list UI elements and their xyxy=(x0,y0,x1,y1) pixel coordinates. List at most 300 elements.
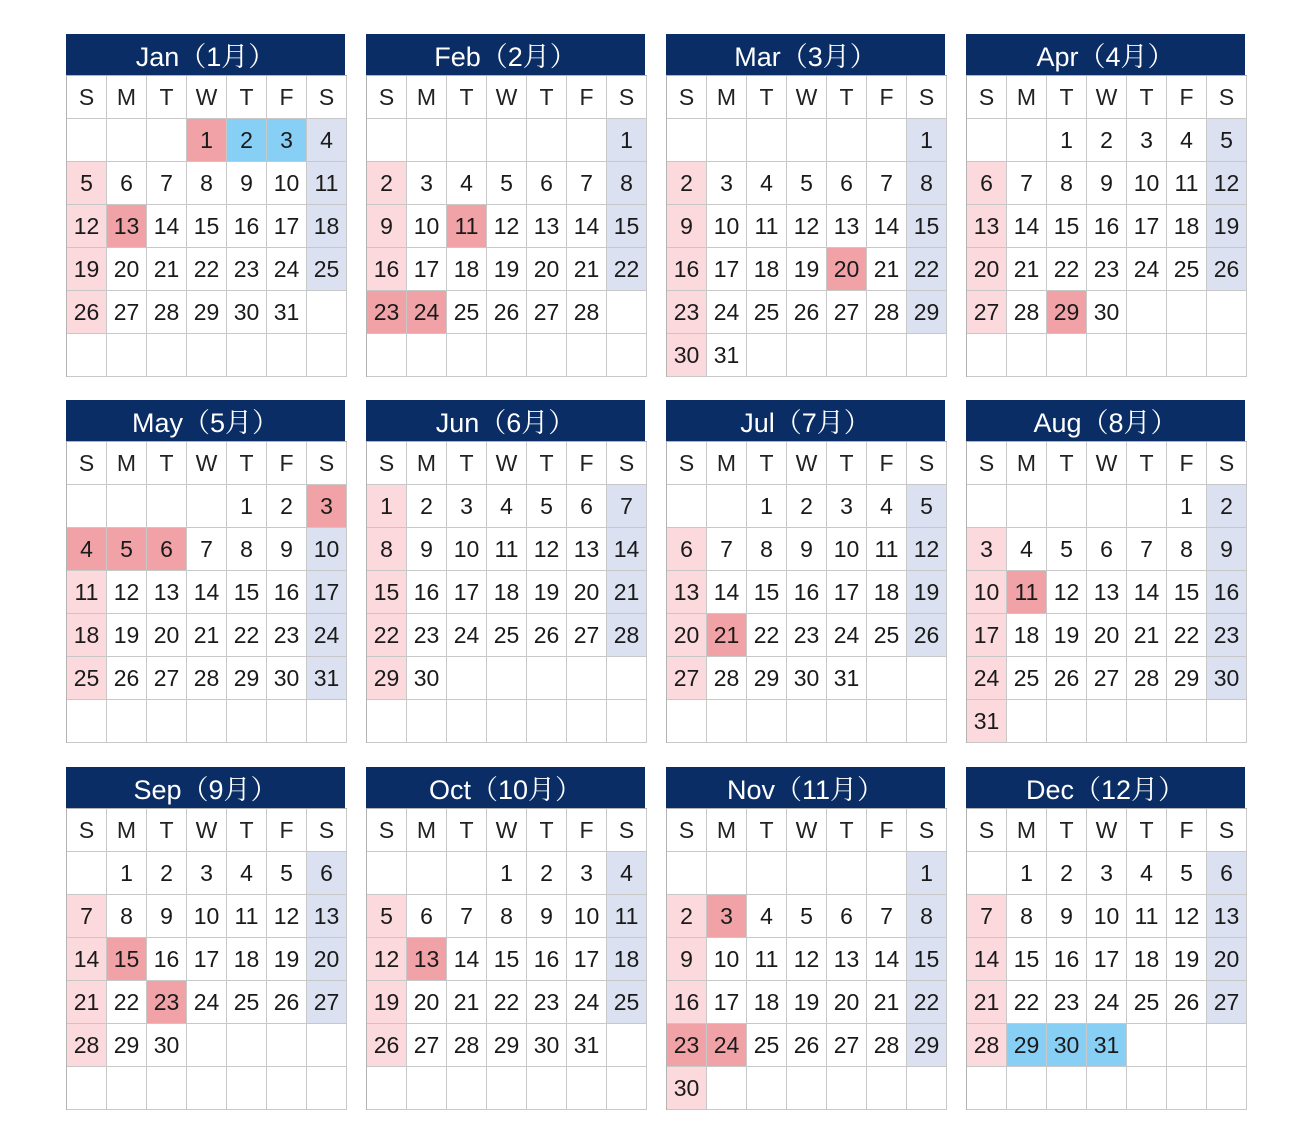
day-cell: 9 xyxy=(527,895,567,938)
day-cell: 25 xyxy=(1127,981,1167,1024)
day-cell: 3 xyxy=(1127,119,1167,162)
day-cell: 15 xyxy=(1007,938,1047,981)
day-cell: 29 xyxy=(1167,657,1207,700)
weekday-header: M xyxy=(107,809,147,852)
day-cell: 27 xyxy=(1207,981,1247,1024)
day-cell: 4 xyxy=(747,895,787,938)
empty-cell xyxy=(307,700,347,743)
day-cell: 8 xyxy=(227,528,267,571)
day-cell: 9 xyxy=(1207,528,1247,571)
day-cell: 7 xyxy=(867,895,907,938)
day-cell: 11 xyxy=(747,205,787,248)
weekday-header: S xyxy=(367,442,407,485)
empty-cell xyxy=(447,852,487,895)
day-cell: 13 xyxy=(1207,895,1247,938)
day-cell: 17 xyxy=(1087,938,1127,981)
month-title: Aug（8月） xyxy=(966,400,1245,441)
day-cell: 12 xyxy=(1047,571,1087,614)
month-block xyxy=(66,34,345,377)
day-cell: 11 xyxy=(1167,162,1207,205)
weekday-header: T xyxy=(1047,76,1087,119)
day-cell: 14 xyxy=(1007,205,1047,248)
day-cell: 2 xyxy=(267,485,307,528)
day-cell: 10 xyxy=(407,205,447,248)
day-cell: 14 xyxy=(447,938,487,981)
day-cell: 4 xyxy=(1007,528,1047,571)
empty-cell xyxy=(1087,334,1127,377)
weekday-header: S xyxy=(67,76,107,119)
day-cell: 20 xyxy=(667,614,707,657)
day-cell: 20 xyxy=(307,938,347,981)
empty-cell xyxy=(1167,291,1207,334)
weekday-header: M xyxy=(707,442,747,485)
day-cell: 5 xyxy=(907,485,947,528)
day-cell: 17 xyxy=(967,614,1007,657)
day-cell: 15 xyxy=(107,938,147,981)
day-cell: 18 xyxy=(1007,614,1047,657)
month-block xyxy=(966,767,1245,1110)
day-cell: 4 xyxy=(67,528,107,571)
day-cell: 20 xyxy=(1087,614,1127,657)
empty-cell xyxy=(367,1067,407,1110)
weekday-header: S xyxy=(307,442,347,485)
empty-cell xyxy=(967,852,1007,895)
day-cell: 13 xyxy=(967,205,1007,248)
day-cell: 16 xyxy=(267,571,307,614)
weekday-header: T xyxy=(1127,76,1167,119)
day-cell: 26 xyxy=(527,614,567,657)
empty-cell xyxy=(67,700,107,743)
day-cell: 23 xyxy=(147,981,187,1024)
empty-cell xyxy=(447,1067,487,1110)
day-cell: 6 xyxy=(967,162,1007,205)
day-cell: 10 xyxy=(707,938,747,981)
weekday-header: T xyxy=(147,76,187,119)
day-cell: 3 xyxy=(187,852,227,895)
weekday-header: S xyxy=(67,809,107,852)
empty-cell xyxy=(667,700,707,743)
day-cell: 13 xyxy=(1087,571,1127,614)
day-cell: 30 xyxy=(667,334,707,377)
empty-cell xyxy=(1127,485,1167,528)
weekday-header: T xyxy=(1127,442,1167,485)
day-cell: 1 xyxy=(107,852,147,895)
empty-cell xyxy=(907,334,947,377)
day-cell: 13 xyxy=(107,205,147,248)
day-cell: 6 xyxy=(667,528,707,571)
empty-cell xyxy=(267,1067,307,1110)
day-cell: 3 xyxy=(267,119,307,162)
day-cell: 18 xyxy=(867,571,907,614)
day-cell: 8 xyxy=(1047,162,1087,205)
day-cell: 27 xyxy=(827,291,867,334)
month-grid xyxy=(966,75,1247,377)
day-cell: 24 xyxy=(707,1024,747,1067)
day-cell: 30 xyxy=(227,291,267,334)
empty-cell xyxy=(827,1067,867,1110)
weekday-header: F xyxy=(567,809,607,852)
empty-cell xyxy=(1127,1067,1167,1110)
day-cell: 28 xyxy=(447,1024,487,1067)
month-grid xyxy=(366,75,647,377)
day-cell: 11 xyxy=(607,895,647,938)
weekday-header: S xyxy=(607,442,647,485)
empty-cell xyxy=(707,700,747,743)
weekday-header: F xyxy=(267,809,307,852)
day-cell: 10 xyxy=(967,571,1007,614)
weekday-header: W xyxy=(487,442,527,485)
day-cell: 1 xyxy=(907,119,947,162)
day-cell: 1 xyxy=(487,852,527,895)
day-cell: 11 xyxy=(867,528,907,571)
empty-cell xyxy=(447,119,487,162)
empty-cell xyxy=(447,334,487,377)
day-cell: 28 xyxy=(567,291,607,334)
day-cell: 20 xyxy=(147,614,187,657)
weekday-header: S xyxy=(1207,442,1247,485)
day-cell: 14 xyxy=(187,571,227,614)
weekday-header: S xyxy=(667,442,707,485)
day-cell: 4 xyxy=(227,852,267,895)
day-cell: 12 xyxy=(787,205,827,248)
empty-cell xyxy=(667,485,707,528)
weekday-header: T xyxy=(447,809,487,852)
day-cell: 12 xyxy=(527,528,567,571)
day-cell: 13 xyxy=(827,205,867,248)
day-cell: 5 xyxy=(1167,852,1207,895)
empty-cell xyxy=(107,700,147,743)
weekday-header: F xyxy=(867,442,907,485)
day-cell: 1 xyxy=(187,119,227,162)
day-cell: 22 xyxy=(747,614,787,657)
day-cell: 11 xyxy=(307,162,347,205)
empty-cell xyxy=(147,700,187,743)
day-cell: 5 xyxy=(267,852,307,895)
day-cell: 10 xyxy=(267,162,307,205)
day-cell: 25 xyxy=(1167,248,1207,291)
weekday-header: S xyxy=(607,76,647,119)
empty-cell xyxy=(1127,700,1167,743)
weekday-header: S xyxy=(1207,76,1247,119)
day-cell: 30 xyxy=(267,657,307,700)
empty-cell xyxy=(407,700,447,743)
empty-cell xyxy=(1207,291,1247,334)
day-cell: 4 xyxy=(747,162,787,205)
empty-cell xyxy=(867,657,907,700)
day-cell: 5 xyxy=(787,162,827,205)
day-cell: 18 xyxy=(607,938,647,981)
day-cell: 26 xyxy=(1207,248,1247,291)
day-cell: 2 xyxy=(147,852,187,895)
empty-cell xyxy=(747,1067,787,1110)
weekday-header: S xyxy=(907,76,947,119)
day-cell: 15 xyxy=(227,571,267,614)
day-cell: 9 xyxy=(1047,895,1087,938)
empty-cell xyxy=(707,119,747,162)
empty-cell xyxy=(67,119,107,162)
day-cell: 14 xyxy=(67,938,107,981)
day-cell: 6 xyxy=(1207,852,1247,895)
empty-cell xyxy=(1007,334,1047,377)
day-cell: 3 xyxy=(307,485,347,528)
empty-cell xyxy=(1167,700,1207,743)
day-cell: 26 xyxy=(67,291,107,334)
day-cell: 8 xyxy=(747,528,787,571)
weekday-header: W xyxy=(787,442,827,485)
day-cell: 11 xyxy=(67,571,107,614)
empty-cell xyxy=(607,700,647,743)
day-cell: 21 xyxy=(447,981,487,1024)
day-cell: 29 xyxy=(187,291,227,334)
empty-cell xyxy=(827,700,867,743)
day-cell: 23 xyxy=(787,614,827,657)
day-cell: 19 xyxy=(107,614,147,657)
day-cell: 13 xyxy=(147,571,187,614)
day-cell: 12 xyxy=(787,938,827,981)
day-cell: 7 xyxy=(447,895,487,938)
day-cell: 24 xyxy=(407,291,447,334)
day-cell: 2 xyxy=(1047,852,1087,895)
day-cell: 31 xyxy=(827,657,867,700)
day-cell: 1 xyxy=(227,485,267,528)
day-cell: 2 xyxy=(407,485,447,528)
weekday-header: T xyxy=(1127,809,1167,852)
empty-cell xyxy=(1087,485,1127,528)
month-title: Jan（1月） xyxy=(66,34,345,75)
empty-cell xyxy=(867,119,907,162)
weekday-header: S xyxy=(1207,809,1247,852)
day-cell: 22 xyxy=(1007,981,1047,1024)
day-cell: 22 xyxy=(1047,248,1087,291)
weekday-header: S xyxy=(907,442,947,485)
day-cell: 16 xyxy=(667,248,707,291)
day-cell: 8 xyxy=(907,162,947,205)
day-cell: 29 xyxy=(907,1024,947,1067)
day-cell: 12 xyxy=(907,528,947,571)
day-cell: 6 xyxy=(567,485,607,528)
day-cell: 25 xyxy=(307,248,347,291)
weekday-header: M xyxy=(107,76,147,119)
weekday-header: S xyxy=(967,809,1007,852)
day-cell: 29 xyxy=(1047,291,1087,334)
weekday-header: W xyxy=(1087,76,1127,119)
empty-cell xyxy=(1087,700,1127,743)
day-cell: 12 xyxy=(67,205,107,248)
empty-cell xyxy=(367,334,407,377)
day-cell: 7 xyxy=(707,528,747,571)
empty-cell xyxy=(967,1067,1007,1110)
day-cell: 17 xyxy=(447,571,487,614)
day-cell: 5 xyxy=(487,162,527,205)
empty-cell xyxy=(667,119,707,162)
weekday-header: T xyxy=(447,442,487,485)
empty-cell xyxy=(1207,1067,1247,1110)
day-cell: 27 xyxy=(967,291,1007,334)
day-cell: 15 xyxy=(1167,571,1207,614)
weekday-header: S xyxy=(907,809,947,852)
day-cell: 19 xyxy=(527,571,567,614)
weekday-header: M xyxy=(407,809,447,852)
empty-cell xyxy=(187,334,227,377)
day-cell: 12 xyxy=(1207,162,1247,205)
day-cell: 28 xyxy=(187,657,227,700)
day-cell: 2 xyxy=(367,162,407,205)
weekday-header: M xyxy=(707,76,747,119)
day-cell: 31 xyxy=(267,291,307,334)
weekday-header: T xyxy=(527,76,567,119)
day-cell: 9 xyxy=(1087,162,1127,205)
day-cell: 27 xyxy=(567,614,607,657)
empty-cell xyxy=(1007,119,1047,162)
empty-cell xyxy=(1207,1024,1247,1067)
weekday-header: M xyxy=(1007,809,1047,852)
weekday-header: T xyxy=(747,76,787,119)
day-cell: 9 xyxy=(367,205,407,248)
day-cell: 9 xyxy=(787,528,827,571)
empty-cell xyxy=(567,119,607,162)
empty-cell xyxy=(967,119,1007,162)
day-cell: 31 xyxy=(567,1024,607,1067)
day-cell: 26 xyxy=(907,614,947,657)
weekday-header: T xyxy=(1047,442,1087,485)
empty-cell xyxy=(1047,334,1087,377)
day-cell: 22 xyxy=(607,248,647,291)
day-cell: 3 xyxy=(1087,852,1127,895)
empty-cell xyxy=(447,700,487,743)
empty-cell xyxy=(527,657,567,700)
day-cell: 20 xyxy=(1207,938,1247,981)
empty-cell xyxy=(1047,700,1087,743)
empty-cell xyxy=(187,1067,227,1110)
month-title: Jun（6月） xyxy=(366,400,645,441)
weekday-header: S xyxy=(607,809,647,852)
empty-cell xyxy=(227,1067,267,1110)
day-cell: 20 xyxy=(567,571,607,614)
day-cell: 6 xyxy=(147,528,187,571)
day-cell: 2 xyxy=(787,485,827,528)
weekday-header: T xyxy=(1047,809,1087,852)
day-cell: 10 xyxy=(707,205,747,248)
day-cell: 31 xyxy=(1087,1024,1127,1067)
empty-cell xyxy=(307,1067,347,1110)
weekday-header: T xyxy=(227,809,267,852)
empty-cell xyxy=(527,334,567,377)
month-grid xyxy=(66,75,347,377)
weekday-header: F xyxy=(867,76,907,119)
month-title: Nov（11月） xyxy=(666,767,945,808)
day-cell: 10 xyxy=(1087,895,1127,938)
empty-cell xyxy=(367,852,407,895)
day-cell: 15 xyxy=(907,938,947,981)
day-cell: 17 xyxy=(707,248,747,291)
empty-cell xyxy=(1087,1067,1127,1110)
day-cell: 28 xyxy=(1127,657,1167,700)
day-cell: 17 xyxy=(1127,205,1167,248)
day-cell: 3 xyxy=(967,528,1007,571)
empty-cell xyxy=(907,657,947,700)
empty-cell xyxy=(827,852,867,895)
day-cell: 19 xyxy=(1047,614,1087,657)
weekday-header: F xyxy=(1167,809,1207,852)
empty-cell xyxy=(107,485,147,528)
day-cell: 13 xyxy=(307,895,347,938)
empty-cell xyxy=(1167,1067,1207,1110)
day-cell: 10 xyxy=(447,528,487,571)
day-cell: 5 xyxy=(107,528,147,571)
weekday-header: M xyxy=(407,76,447,119)
weekday-header: T xyxy=(747,809,787,852)
empty-cell xyxy=(67,485,107,528)
day-cell: 18 xyxy=(747,248,787,291)
empty-cell xyxy=(1207,334,1247,377)
month-title: May（5月） xyxy=(66,400,345,441)
empty-cell xyxy=(187,485,227,528)
empty-cell xyxy=(147,485,187,528)
empty-cell xyxy=(147,1067,187,1110)
day-cell: 18 xyxy=(1127,938,1167,981)
day-cell: 16 xyxy=(1207,571,1247,614)
day-cell: 16 xyxy=(787,571,827,614)
weekday-header: T xyxy=(747,442,787,485)
day-cell: 16 xyxy=(527,938,567,981)
empty-cell xyxy=(307,291,347,334)
day-cell: 11 xyxy=(487,528,527,571)
day-cell: 28 xyxy=(867,291,907,334)
day-cell: 13 xyxy=(827,938,867,981)
day-cell: 14 xyxy=(567,205,607,248)
day-cell: 21 xyxy=(607,571,647,614)
day-cell: 7 xyxy=(147,162,187,205)
month-grid xyxy=(966,808,1247,1110)
day-cell: 23 xyxy=(667,291,707,334)
day-cell: 14 xyxy=(707,571,747,614)
day-cell: 29 xyxy=(907,291,947,334)
empty-cell xyxy=(787,700,827,743)
day-cell: 27 xyxy=(107,291,147,334)
empty-cell xyxy=(227,700,267,743)
month-title: Feb（2月） xyxy=(366,34,645,75)
month-grid xyxy=(66,441,347,743)
day-cell: 14 xyxy=(1127,571,1167,614)
day-cell: 27 xyxy=(307,981,347,1024)
empty-cell xyxy=(267,700,307,743)
empty-cell xyxy=(567,1067,607,1110)
empty-cell xyxy=(1007,485,1047,528)
day-cell: 9 xyxy=(407,528,447,571)
empty-cell xyxy=(487,119,527,162)
day-cell: 19 xyxy=(1207,205,1247,248)
day-cell: 6 xyxy=(307,852,347,895)
empty-cell xyxy=(787,119,827,162)
day-cell: 24 xyxy=(967,657,1007,700)
day-cell: 9 xyxy=(667,205,707,248)
empty-cell xyxy=(367,700,407,743)
day-cell: 19 xyxy=(67,248,107,291)
month-grid xyxy=(366,808,647,1110)
empty-cell xyxy=(1207,700,1247,743)
day-cell: 8 xyxy=(1007,895,1047,938)
empty-cell xyxy=(1167,334,1207,377)
empty-cell xyxy=(747,119,787,162)
day-cell: 16 xyxy=(367,248,407,291)
day-cell: 24 xyxy=(827,614,867,657)
empty-cell xyxy=(567,657,607,700)
day-cell: 22 xyxy=(367,614,407,657)
day-cell: 8 xyxy=(107,895,147,938)
day-cell: 22 xyxy=(1167,614,1207,657)
month-block xyxy=(66,767,345,1110)
weekday-header: S xyxy=(67,442,107,485)
